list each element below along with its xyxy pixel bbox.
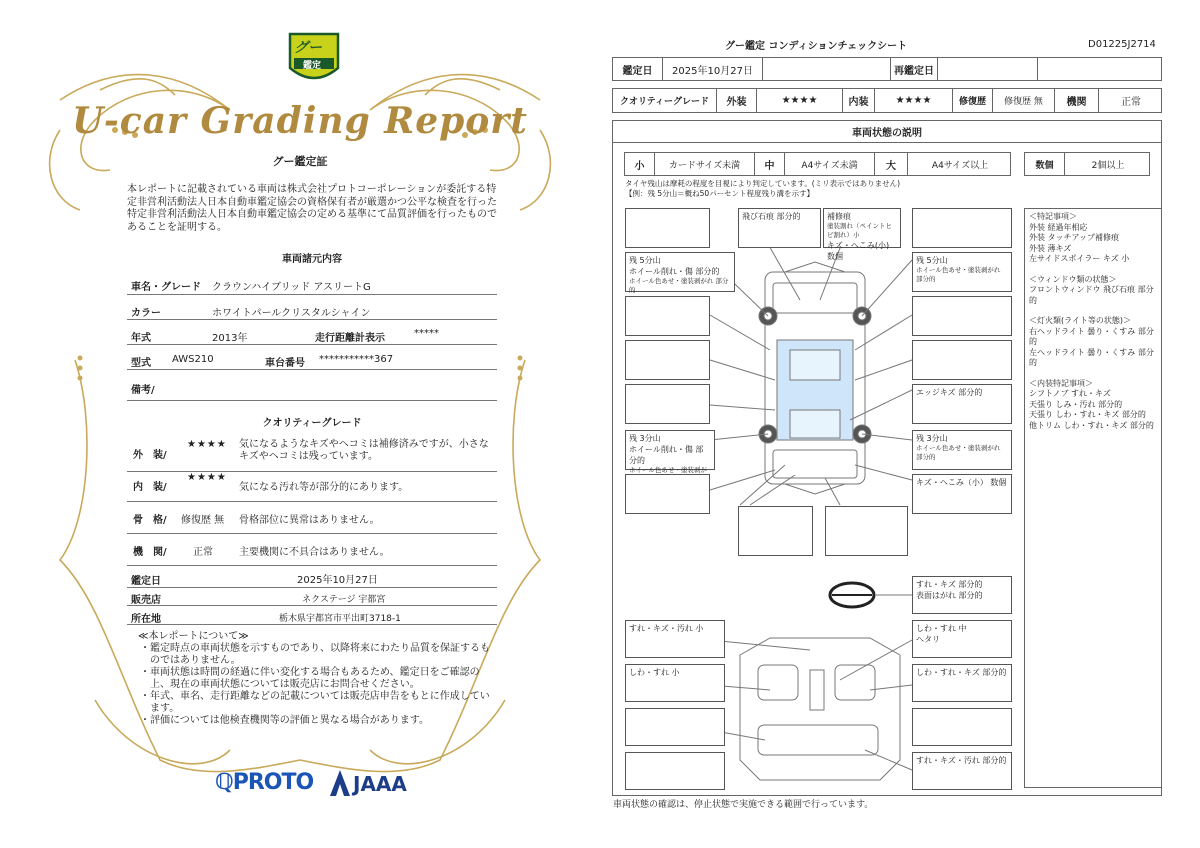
model-label: 型式 <box>131 358 151 369</box>
mileage-label: 走行距離計表示 <box>315 333 385 344</box>
light-item: 右ヘッドライト 曇り・くすみ 部分的 <box>1029 326 1154 346</box>
date-label: 鑑定日 <box>131 576 161 587</box>
box-dent2 <box>912 474 1012 514</box>
tire-fl-color: ホイール色あせ・塗装剥がれ 部分的 <box>629 277 729 294</box>
box-int-l4 <box>625 752 725 790</box>
chassis-value: ***********367 <box>319 354 394 365</box>
year-value: 2013年 <box>212 333 248 344</box>
box-int-r3 <box>912 708 1012 746</box>
note-3: ・年式、車名、走行距離などの記載については販売店申告をもとに作成しています。 <box>140 691 490 714</box>
condition-check-sheet <box>600 0 1200 848</box>
tire-rl-color: ホイール色あせ・塗装剥が <box>629 466 707 474</box>
year-label: 年式 <box>131 333 151 344</box>
grade-heading: クオリティーグレード <box>262 418 362 429</box>
sheet-title: グー鑑定 コンディションチェックシート <box>725 41 908 52</box>
footer-logos <box>215 768 415 800</box>
special-item: 外装 経過年相応 <box>1029 222 1088 232</box>
size-small-desc: カードサイズ未満 <box>655 153 755 175</box>
engine-value: 正常 <box>1121 97 1141 108</box>
box-r2 <box>912 296 1012 336</box>
engine-value: 正常 <box>193 547 213 558</box>
dent2-note: キズ・ヘこみ（小） 数個 <box>916 478 1007 487</box>
model-value: AWS210 <box>172 354 214 365</box>
steer-note-1: すれ・キズ 部分的 <box>916 580 983 589</box>
badge-bottom-text: 鑑定 <box>303 61 322 71</box>
engine-label: 機 関/ <box>133 547 167 558</box>
interior-item: 天張り しわ・すれ・キズ 部分的 <box>1029 410 1146 419</box>
repair-label: 修復歴 <box>953 89 993 112</box>
row-address <box>127 606 497 625</box>
state-heading: 車両状態の説明 <box>613 121 1161 143</box>
box-rear-1 <box>738 506 813 556</box>
address-label: 所在地 <box>131 614 161 625</box>
note-1: ・鑑定時点の車両状態を示すものであり、以降将来にわたり品質を保証するものではありません。 <box>140 643 490 666</box>
box-front-left <box>625 208 710 248</box>
tire-fr-color: ホイール色あせ・塗装剥がれ 部分的 <box>916 266 1001 283</box>
exterior-stars: ★★★★ <box>187 439 227 450</box>
frame-value: 修復歴 無 <box>181 515 225 526</box>
size-large: 大 <box>875 153 908 175</box>
box-rear-2 <box>825 506 908 556</box>
address-value: 栃木県宇都宮市平出町3718-1 <box>279 614 401 624</box>
qg-label: クオリティーグレード <box>613 89 717 112</box>
chassis-label: 車台番号 <box>265 358 305 369</box>
ext-stars: ★★★★ <box>757 89 843 112</box>
interior-item: シフトノブ すれ・キズ <box>1029 389 1111 398</box>
interior-item: 他トリム しわ・すれ・キズ 部分的 <box>1029 420 1154 430</box>
row-remarks <box>127 375 497 401</box>
seat-rl-note: しわ・すれ 小 <box>629 668 680 677</box>
date-value: 2025年10月27日 <box>663 58 763 80</box>
engine-label: 機関 <box>1055 89 1099 112</box>
repair-trace-note: 補修痕 <box>827 212 851 221</box>
seat-fl-note: すれ・キズ・汚れ 小 <box>629 624 704 633</box>
box-l4 <box>625 384 710 424</box>
int-label: 内装 <box>843 89 875 112</box>
proto-logo: ℚPROTO <box>215 770 314 795</box>
dealer-value: ネクステージ 宇都宮 <box>302 595 386 605</box>
notice-line-1: タイヤ残山は摩耗の程度を目視により判定しています。(ミリ表示ではありません) <box>625 179 901 188</box>
name-value: クラウンハイブリッド アスリートG <box>212 282 371 293</box>
row-date <box>127 566 497 588</box>
light-heading: ＜灯火類(ライト等の状態)＞ <box>1029 316 1132 325</box>
tire-fl-note: 残 5分山 <box>629 256 661 265</box>
special-item: 左サイドスポイラー キズ 小 <box>1029 254 1130 263</box>
count-value: 2個以上 <box>1091 160 1125 171</box>
box-seat-rl <box>625 664 725 702</box>
interior-label: 内 装/ <box>133 482 167 493</box>
size-large-desc: A4サイズ以上 <box>931 160 989 171</box>
box-l3 <box>625 340 710 380</box>
tire-rl-note: 残 3分山 <box>629 434 661 443</box>
exterior-text: 気になるようなキズやヘコミは補修済みですが、小さなキズやヘコミは残っています。 <box>239 439 489 462</box>
count-label: 数個 <box>1025 153 1065 175</box>
jaaa-logo: JAAA <box>353 772 407 796</box>
tire-rr-note: 残 3分山 <box>916 434 948 443</box>
box-tire-rl <box>625 430 715 474</box>
notice-line-2: 【例：残 5分山＝概ね50パーセント程度残り溝を示す】 <box>625 189 815 198</box>
size-small: 小 <box>625 153 655 175</box>
box-steering <box>912 576 1012 614</box>
seat-fr-note-2: ヘタリ <box>916 635 940 644</box>
box-tire-rr <box>912 430 1012 470</box>
sheet-code: D01225J2714 <box>1088 39 1156 50</box>
spec-heading: 車両諸元内容 <box>282 254 342 265</box>
engine-text: 主要機関に不具合はありません。 <box>239 547 390 558</box>
goo-badge-logo <box>286 30 342 92</box>
box-front-right <box>912 208 1012 248</box>
interior-heading: ＜内装特記事項＞ <box>1029 378 1093 388</box>
box-seat-fr <box>912 620 1012 658</box>
color-value: ホワイトパールクリスタルシャイン <box>212 308 371 319</box>
frame-text: 骨格部位に異常はありません。 <box>239 515 380 526</box>
box-r3 <box>912 340 1012 380</box>
box-tire-fl <box>625 252 735 292</box>
row-dealer <box>127 588 497 606</box>
row-color <box>127 300 497 320</box>
steer-note-2: 表面はがれ 部分的 <box>916 591 983 600</box>
size-mid-desc: A4サイズ未満 <box>785 153 875 175</box>
interior-text: 気になる汚れ等が部分的にあります。 <box>239 482 409 493</box>
box-chip <box>738 208 821 248</box>
interior-item: 天張り しみ・汚れ 部分的 <box>1029 399 1123 409</box>
ext-label: 外装 <box>717 89 757 112</box>
tire-fr-note: 残 5分山 <box>916 256 948 265</box>
seat-fr-note-1: しわ・すれ 中 <box>916 624 967 633</box>
badge-top-text: グー <box>294 40 322 56</box>
special-notes-panel <box>1024 208 1162 788</box>
box-edge <box>912 384 1012 424</box>
repair-value: 修復歴 無 <box>993 89 1055 112</box>
certificate-title: グー鑑定証 <box>272 155 328 168</box>
int-stars: ★★★★ <box>875 89 953 112</box>
report-title: U-car Grading Report <box>72 100 528 142</box>
exterior-label: 外 装/ <box>133 450 167 461</box>
window-item: フロントウィンドウ 飛び石痕 部分的 <box>1029 285 1154 305</box>
notes-heading: ≪本レポートについて≫ <box>138 631 249 642</box>
row-interior <box>127 472 497 502</box>
row-frame <box>127 502 497 534</box>
jaaa-mark-icon <box>330 770 350 800</box>
row-name <box>127 274 497 295</box>
seat-rear-note: すれ・キズ・汚れ 部分的 <box>916 756 1007 765</box>
box-seat-rear <box>912 752 1012 790</box>
tire-fl-wheel: ホイール削れ・傷 部分的 <box>629 267 720 276</box>
row-engine <box>127 534 497 566</box>
interior-stars: ★★★★ <box>187 472 227 483</box>
light-item: 左ヘッドライト 曇り・くすみ 部分的 <box>1029 347 1154 367</box>
redate-label: 再鑑定日 <box>891 58 938 80</box>
size-mid: 中 <box>755 153 785 175</box>
window-heading: ＜ウィンドウ類の状態＞ <box>1029 274 1117 284</box>
special-item: 外装 タッチアップ補修痕 <box>1029 233 1119 242</box>
intro-text: 本レポートに記載されている車両は株式会社プロトコーポレーションが委託する特定非営利活動法人日本自動車鑑定協会の資格保有者が厳選かつ公平な検査を行った特定非営利活動法人日本自動車鑑定協会の定める基準にて品質評価を行ったものであることを証明する。 <box>127 184 497 233</box>
box-l2 <box>625 296 710 336</box>
sheet-footer: 車両状態の確認は、停止状態で実施できる範囲で行っています。 <box>613 800 874 810</box>
box-seat-rr <box>912 664 1012 702</box>
name-label: 車名・グレード <box>131 282 201 293</box>
box-int-l3 <box>625 708 725 746</box>
mileage-value: ***** <box>414 328 439 339</box>
chip-note: 飛び石痕 部分的 <box>742 212 801 221</box>
row-year <box>127 325 497 345</box>
remarks-label: 備考/ <box>131 385 155 396</box>
row-exterior <box>127 434 497 472</box>
date-label: 鑑定日 <box>613 58 663 80</box>
tire-rl-wheel: ホイール削れ・傷 部分的 <box>629 445 704 465</box>
note-4: ・評価については他検査機関等の評価と異なる場合があります。 <box>140 715 429 726</box>
color-label: カラー <box>131 308 161 319</box>
box-repair <box>823 208 901 261</box>
frame-label: 骨 格/ <box>133 515 167 526</box>
row-model <box>127 350 497 370</box>
note-2: ・車両状態は時間の経過に伴い変化する場合もあるため、鑑定日をご確認の上、現在の車両状態については販売店にお問合せください。 <box>140 667 480 690</box>
dent-note: キズ・ヘこみ(小) 数個 <box>827 241 890 261</box>
special-item: 外装 薄キズ <box>1029 243 1072 253</box>
box-seat-fl <box>625 620 725 658</box>
box-tire-fr <box>912 252 1012 292</box>
special-heading: ＜特記事項＞ <box>1029 212 1077 221</box>
date-value: 2025年10月27日 <box>297 575 378 586</box>
tire-rr-color: ホイール色あせ・塗装剥がれ 部分的 <box>916 444 1001 461</box>
repair-trace-sub: 塗装割れ（ペイントヒビ割れ）小 <box>827 222 892 239</box>
dealer-label: 販売店 <box>131 595 161 606</box>
report-notes <box>138 631 498 727</box>
edge-note: エッジキズ 部分的 <box>916 388 983 397</box>
seat-rr-note: しわ・すれ・キズ 部分的 <box>916 668 1007 677</box>
box-l6 <box>625 474 710 514</box>
